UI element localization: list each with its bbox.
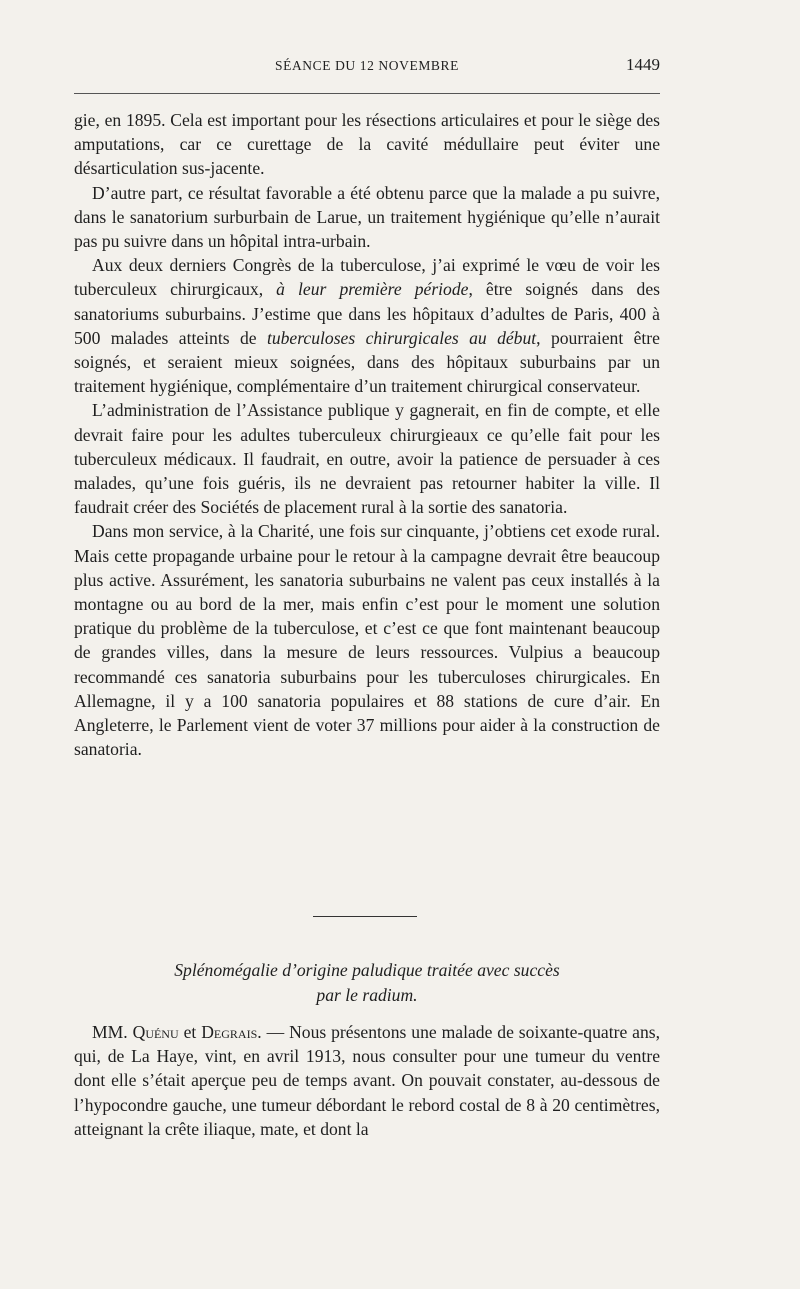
main-text <box>74 108 660 761</box>
section-title <box>74 958 660 1007</box>
paragraph-3-emphasis-2: tuberculoses chirurgicales au début <box>266 327 537 348</box>
paragraph-2: D’autre part, ce résultat favorable a été obtenu parce que la malade a pu suivre, dans le sanatorium surburbain de Larue, un traitement hygiénique qu’elle n’aurait pas pu suivre dans un hôpital intra-urbain. <box>74 182 660 252</box>
paragraph-4: L’administration de l’Assistance publique y gagnerait, en fin de compte, et elle devrait faire pour les adultes tuberculeux chirurgieaux ce qu’elle fait pour les tuberculeux médicaux. Il faudrait, en outre, avoir la patience de persuader à ces malades, qu’une fois guéris, ils ne devraient pas retourner habiter la ville. Il faudrait créer des Sociétés de placement rural à la sortie des sanatoria. <box>74 400 660 518</box>
author-degrais: Degrais. <box>201 1022 262 1042</box>
running-header <box>74 52 660 82</box>
author-quenu: Quénu <box>132 1022 179 1042</box>
section-body <box>74 1020 660 1141</box>
paragraph-3-emphasis-1: à leur première période <box>276 279 469 300</box>
paragraph-3-part-a: Aux deux derniers Congrès de la tuberculose, j’ai exprimé le vœu de voir les tuberculeux chirurgicaux, <box>74 255 660 300</box>
authors-conjunction: et <box>183 1022 197 1042</box>
paragraph-3 <box>74 253 660 398</box>
header-rule <box>74 93 660 94</box>
authors-prefix: MM. <box>92 1022 128 1042</box>
section-text: — Nous présentons une malade de soixante-quatre ans, qui, de La Haye, vint, en avril 1913, nous consulter pour une tumeur du ventre dont elle s’était aperçue peu de temps avant. On pouvait constater, au-dessous de l’hypocondre gauche, une tumeur débordant le rebord costal de 8 à 20 centimètres, atteignant la crête iliaque, mate, et dont la <box>74 1022 661 1139</box>
section-title-line-1: Splénomégalie d’origine paludique traitée avec succès <box>174 960 560 980</box>
section-paragraph <box>74 1020 660 1141</box>
paragraph-3-part-b: , être soignés dans des sanatoriums suburbains. J’estime que dans les hôpitaux d’adultes de Paris, 400 à 500 malades atteints de <box>74 279 660 348</box>
paragraph-5: Dans mon service, à la Charité, une fois sur cinquante, j’obtiens cet exode rural. Mais cette propagande urbaine pour le retour à la campagne devrait être beaucoup plus active. Assurément, les sanatoria suburbains ne valent pas ceux installés à la montagne ou au bord de la mer, mais enfin c’est pour le moment une solution pratique du problème de la tuberculose, et c’est ce que font maintenant beaucoup de grandes villes, dans la mesure de leurs ressources. Vulpius a beaucoup recommandé ces sanatoria suburbains pour les tuberculoses chirurgicales. En Allemagne, il y a 100 sanatoria populaires et 88 stations de cure d’air. En Angleterre, le Parlement vient de voter 37 millions pour aider à la construction de sanatoria. <box>74 521 660 760</box>
section-separator <box>313 916 417 917</box>
section-title-line-2: par le radium. <box>316 984 418 1005</box>
header-title: SÉANCE DU 12 NOVEMBRE <box>275 58 459 73</box>
paragraph-3-part-c: , pourraient être soignés, et seraient mieux soignées, dans des hôpitaux suburbains par un traitement hygiénique, complémentaire d’un traitement chirurgical conservateur. <box>74 327 660 397</box>
paragraph-1: gie, en 1895. Cela est important pour les résections articulaires et pour le siège des amputations, car ce curettage de la cavité médullaire peut éviter une désarticulation sus-jacente. <box>74 110 660 179</box>
page-number: 1449 <box>626 55 660 74</box>
